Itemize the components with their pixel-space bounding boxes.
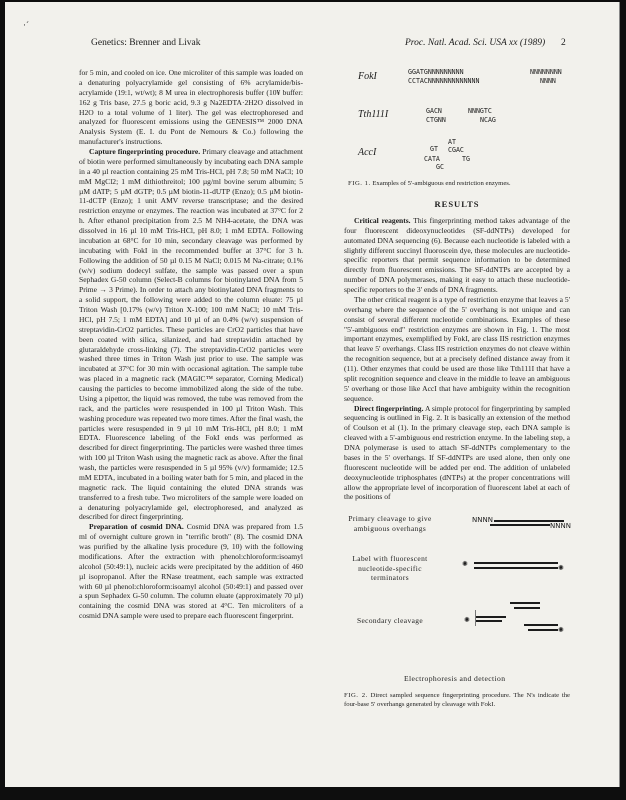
enzyme-foki-label: FokI [358,71,377,82]
step-electrophoresis: Electrophoresis and detection [404,674,506,684]
fragment-right-top [524,624,558,626]
methods-paragraph-capture [79,147,303,522]
fluorescent-label-icon: ✺ [464,616,470,625]
step-label [326,554,454,583]
fragment-left-top [476,616,506,618]
figure-2-diagram [344,512,570,710]
foki-bottom-seq-a: CCTACNNNNNNNNNNNNN [408,77,480,85]
figure-1-caption-text: Examples of 5'-ambiguous end restriction enzymes. [372,180,511,187]
acc-cata: CATA [424,155,440,163]
overhang-marker-icon: NNNN [472,516,493,525]
fluorescent-label-icon: ✺ [558,626,564,635]
methods-paragraph-1: for 5 min, and cooled on ice. One microliter of this sample was loaded on a denaturing polyacrylamide gel consisting of 6% acrylamide/bis-acrylamide (19:1, wt/wt); 8 M urea in electrophoresis buffer (10¥ buffer: 162 g Tris base, 27.5 g boric acid, 9.3 g Na2EDTA·2H2O dissolved in H2O to a total volume of 1 liter). The gel was electrophoresed and analyzed for fluorescent emissions using the GENESIS™ 2000 DNA Analysis System (E. I. du Pont de Nemours & Co.) following the manufacturer's instructions. [79,68,303,147]
step-label-line2: nucleotide-specific [358,563,422,573]
overhang-marker-icon: NNNN [550,522,571,531]
acc-cgac: CGAC [448,146,464,154]
fragment-mid-top [510,602,540,604]
step-label-line3: terminators [370,573,410,583]
figure-1-caption [348,180,511,188]
fluorescent-label-icon: ✺ [462,560,468,569]
methods-paragraph-cosmid [79,522,303,621]
results-paragraph-reagents [344,216,570,295]
step-secondary-cleavage: Secondary cleavage [356,616,424,626]
fragment-right-bottom [528,629,558,631]
capture-heading: Capture fingerprinting procedure. [89,147,201,156]
direct-text: A simple protocol for fingerprinting by sampled sequencing is outlined in Fig. 2. It is basically an extension of the method of Coulson et al (1). In the primary cleavage step, each DNA sample is cleaved with a 5'-ambiguous end restriction enzyme. In the labeling step, a DNA polymerase is used to attach SF-ddNTPs complementary to the bases in the 5' overhangs. If SF-ddNTPs are used alone, then only one fluorescent nucleotide will be added per end. The addition of unlabeled deoxynucleotide triphosphates (dNTPs) at the proper concentrations will allow the appropriate level of incorporation of fluorescent label at each of the positions of [344,403,570,502]
reagents-text: This fingerprinting method takes advantage of the four fluorescent dideoxynucleotides (SF-ddNTPs) developed for automated DNA sequencing (6). Because each nucleotide is labeled with a slightly different succinyl fluoroscein dye, these molecules are nucleotide-specific reporters that permit sequence information to be determined directly from fluorescent emissions. The SF-ddNTPs are accepted by a number of DNA polymerases, making it easy to attach these nucleotide-specific reporters to the 3' ends of DNA fragments. [344,215,570,294]
running-header-journal: Proc. Natl. Acad. Sci. USA xx (1989) [405,38,546,48]
results-heading: RESULTS [434,199,480,209]
fragment-mid-bottom [514,607,540,609]
left-column [79,68,303,621]
tth-top-seq-a: GACN [426,107,442,115]
results-paragraph-direct [344,404,570,503]
right-column [344,68,570,709]
cosmid-text: Cosmid DNA was prepared from 1.5 ml of overnight culture grown in "terrific broth" (8). The cosmid DNA was purified by the alkaline lysis procedure (9, 10) with the following modifications. After the extraction with phenol:chloroform:isoamyl alcohol (50:49:1), nucleic acids were precipitated by the addition of 460 µl isopropanol. After the RNase treatment, each sample was extracted with 60 µl phenol:chloroform:isoamyl alcohol (50:49:1) and passed over a spun Sephadex G-50 column. The column eluate (approximately 70 µl) containing the cosmid DNA was stored at 4°C. Ten microliters of a cosmid DNA sample were used to prepare each fluorescent fingerprint. [79,522,304,621]
direct-heading: Direct fingerprinting. [354,403,424,413]
acc-tg: TG [462,155,470,163]
step-primary-line2: ambiguous overhangs [353,523,427,533]
acc-gt: GT [430,145,438,153]
cleavage-site-marker [475,610,476,626]
paper-page [5,2,620,787]
foki-top-seq-b: NNNNNNNN [530,68,562,76]
figure-2-caption-label: FIG. 2. [344,692,368,700]
enzyme-tth111i-label: Tth111I [358,109,389,120]
figure-1 [344,68,570,192]
step-primary-cleavage [326,514,454,533]
foki-top-seq-a: GGATGNNNNNNNNN [408,68,464,76]
labeled-bottom-strand [474,567,558,569]
reagents-heading: Critical reagents. [354,215,411,225]
figure-1-caption-label: FIG. 1. [348,180,371,187]
running-header-left: Genetics: Brenner and Livak [91,38,201,48]
cosmid-heading: Preparation of cosmid DNA. [89,522,184,532]
duplex-bottom-strand [490,524,550,526]
tth-top-seq-b: NNNGTC [468,107,492,115]
figure-2-caption-text: Direct sampled sequence fingerprinting procedure. The N's indicate the four-base 5' overhangs generated by cleavage with FokI. [344,692,571,708]
results-paragraph-enzymes: The other critical reagent is a type of restriction enzyme that leaves a 5' overhang where the sequence of the 5' overhang is not unique and can consist of several different nucleotide combinations. Examples of these "5'-ambiguous end" restriction enzymes are shown in Fig. 1. The most important enzymes, exemplified by FokI, are class IIS restriction enzymes that leave 5' overhangs. Class IIS restriction enzymes do not cleave within the recognition sequence, but at a precisely defined distance away from it (11). Other enzymes that could be used are those like Tth111I that have a split recognition sequence and cleave in the middle to leave an ambiguous 5' overhang or those like AccI that have ambiguity within the recognition sequence. [344,294,570,403]
corner-mark-icon: ·ˊ [23,20,29,30]
acc-at: AT [448,138,456,146]
tth-bottom-seq-a: CTGNN [426,116,446,124]
fluorescent-label-icon: ✺ [558,564,564,573]
foki-bottom-seq-b: NNNN [540,77,556,85]
acc-gc: GC [436,163,444,171]
capture-text: Primary cleavage and attachment of biotin were performed simultaneously by incubating each DNA sample in a 40 µl reaction containing 25 mM Tris-HCl, pH 7.8; 50 mM NaCl; 10 mM MgCl2; 1 mM dithiothreitol; 100 µg/ml bovine serum albumin; 5 µM dATP; 5 µM dGTP; 0.5 µM biotin-11-dUTP (Enzo); 0.5 µM biotin-11-dCTP (Enzo); 1 unit AMV reverse transcriptase; and the desired restriction enzyme or enzymes. The reaction was incubated at 37°C for 2 h. After ethanol precipitation from 2.5 M NH4-acetate, the DNA was dissolved in 16 µl 10 mM Tris-HCl, pH 8.0; 1 mM EDTA. Following incubation at 68°C for 10 min, secondary cleavage was performed by incubating with FokI in the recommended buffer at 37°C for 3 h. Following the addition of 50 µl 0.15 M NaCl; 0.015 M Na-citrate; 0.1% (w/v) sodium dodecyl sulfate, the sample was passed over a spun Sephadex G-50 column (Select-B columns for biotinylated DNA from 5 Prime → 3 Prime). In order to attach any biotinylated DNA fragments to a solid support, the following were added to the column eluate: 75 µl Triton Wash [0.17% (w/v) Triton X-100; 100 mM NaCl; 10 mM Tris-HCl, pH 7.5; 1 mM EDTA] and 10 µl of an 0.4% (w/v) suspension of streptavidin-CrO2 particles. These particles are CrO2 particles that have been coated with silica, silanized, and had streptavidin attached by glutaraldehyde cross-linking (7). The streptavidin-CrO2 particles were washed three times in Triton Wash just prior to use. The sample was incubated at 37°C for 30 min with occasional agitation. The sample tube was placed in a magnetic rack (MAGIC™ separator, Corning Medical) causing the particles to become immobilized along the side of the tube. Using a pipettor, the liquid was removed, the tube was removed from the rack, and the particles were resuspended in 100 µl Triton Wash. This washing procedure was repeated two more times. After the final wash, the particles were resuspended in 9 µl 10 mM Tris-HCl, pH 8.0; 1 mM EDTA. Fluorescence labeling of the FokI ends was performed as described for direct fingerprinting. The particles were washed three times with 100 µl Triton Wash using the magnetic rack as above. After the final wash, the particles were resuspended in 5 µl 95% (v/v) formamide; 12.5 mM EDTA, incubated in a boiling water bath for 5 min, and placed in the magnetic rack. The liquid containing the eluted DNA strands was transferred to a fresh tube. Two microliters of the sample were loaded on a denaturing polyacrylamide gel, electrophoresed, and analyzed as described for direct fingerprinting. [79,147,304,522]
enzyme-acci-label: AccI [358,147,377,158]
step-primary-line1: Primary cleavage to give [348,514,432,524]
step-label-line1: Label with fluorescent [352,554,428,564]
fragment-left-bottom [476,620,502,622]
page-number: 2 [561,38,566,48]
tth-bottom-seq-b: NCAG [480,116,496,124]
labeled-top-strand [474,562,558,564]
